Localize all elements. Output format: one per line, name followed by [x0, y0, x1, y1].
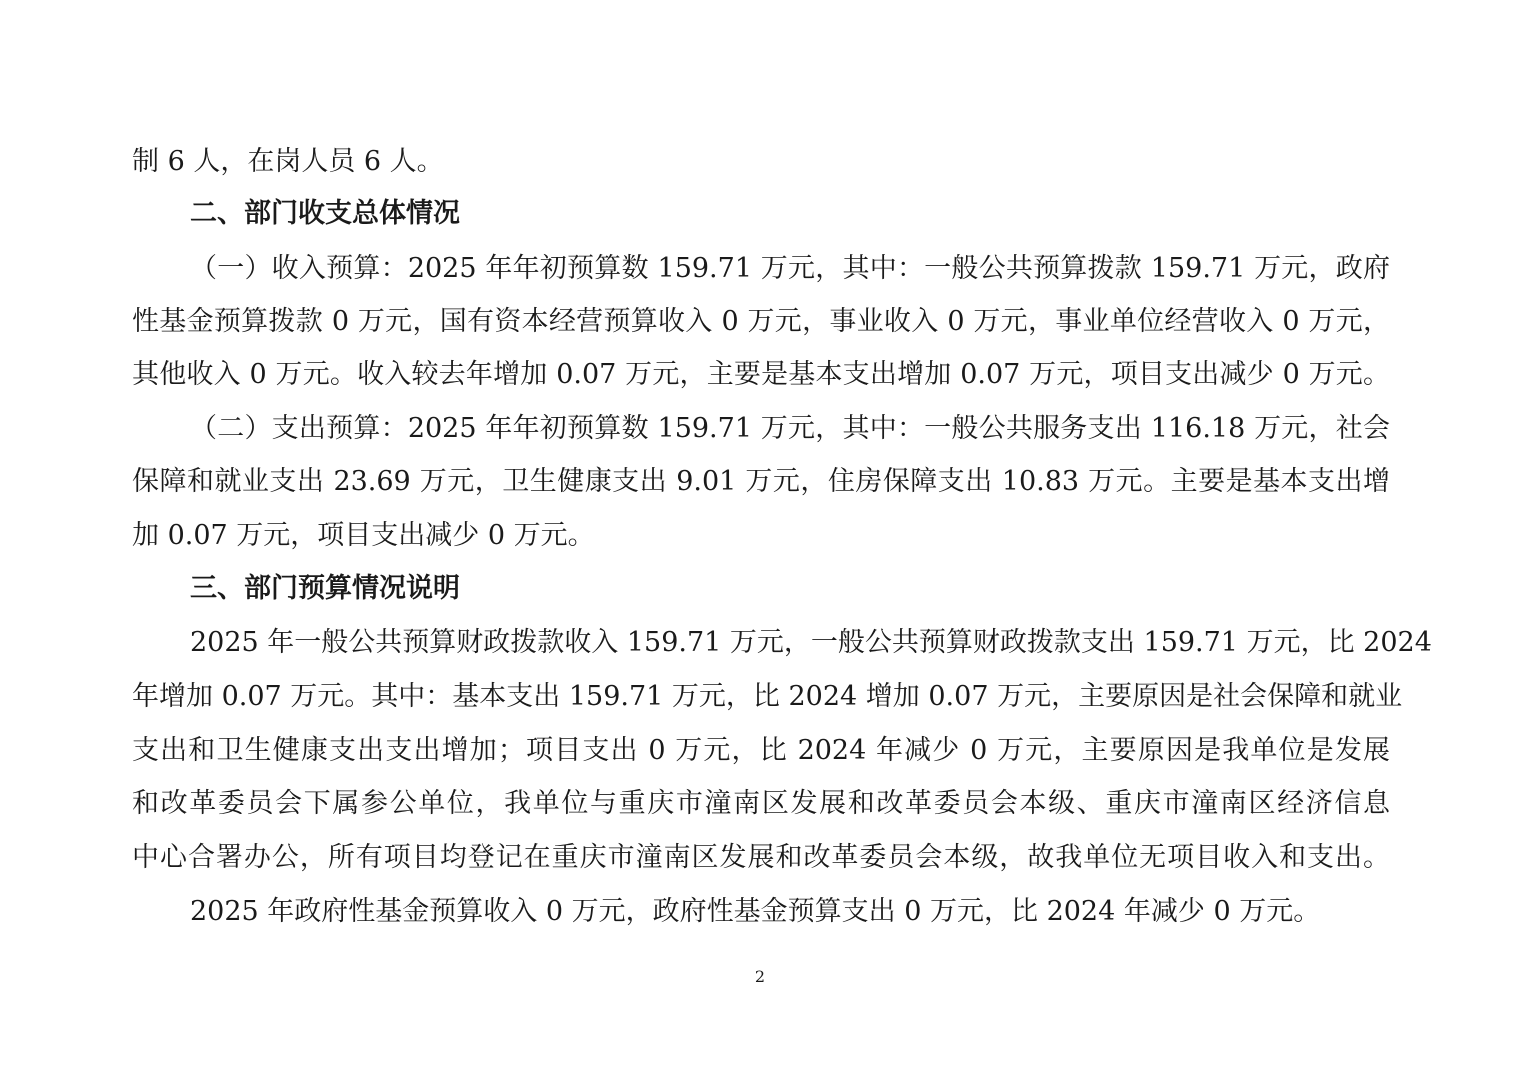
- budget-explanation-line-4: 和改革委员会下属参公单位，我单位与重庆市潼南区发展和改革委员会本级、重庆市潼南区经济信息: [132, 788, 1390, 819]
- continuation-line: 制 6 人，在岗人员 6 人。: [132, 146, 444, 177]
- budget-explanation-line-3: 支出和卫生健康支出支出增加；项目支出 0 万元，比 2024 年减少 0 万元，主要原因是我单位是发展: [132, 735, 1390, 766]
- budget-explanation-line-2: 年增加 0.07 万元。其中：基本支出 159.71 万元，比 2024 增加 0.07 万元，主要原因是社会保障和就业: [132, 681, 1403, 712]
- expense-budget-line-2: 保障和就业支出 23.69 万元，卫生健康支出 9.01 万元，住房保障支出 10.83 万元。主要是基本支出增: [132, 466, 1390, 497]
- section-heading-overall-income-expense: 二、部门收支总体情况: [190, 198, 460, 229]
- page-number: 2: [754, 967, 766, 986]
- expense-budget-line-3: 加 0.07 万元，项目支出减少 0 万元。: [132, 520, 595, 551]
- government-fund-budget-line: 2025 年政府性基金预算收入 0 万元，政府性基金预算支出 0 万元，比 2024 年减少 0 万元。: [190, 896, 1321, 927]
- budget-explanation-line-5: 中心合署办公，所有项目均登记在重庆市潼南区发展和改革委员会本级，故我单位无项目收入和支出。: [132, 842, 1390, 873]
- income-budget-line-2: 性基金预算拨款 0 万元，国有资本经营预算收入 0 万元，事业收入 0 万元，事业单位经营收入 0 万元，: [132, 306, 1390, 337]
- section-heading-budget-explanation: 三、部门预算情况说明: [190, 573, 460, 604]
- budget-explanation-line-1: 2025 年一般公共预算财政拨款收入 159.71 万元，一般公共预算财政拨款支出 159.71 万元，比 2024: [190, 627, 1432, 658]
- expense-budget-line-1: （二）支出预算：2025 年年初预算数 159.71 万元，其中：一般公共服务支出 116.18 万元，社会: [190, 413, 1390, 444]
- income-budget-line-1: （一）收入预算：2025 年年初预算数 159.71 万元，其中：一般公共预算拨款 159.71 万元，政府: [190, 253, 1390, 284]
- income-budget-line-3: 其他收入 0 万元。收入较去年增加 0.07 万元，主要是基本支出增加 0.07 万元，项目支出减少 0 万元。: [132, 359, 1390, 390]
